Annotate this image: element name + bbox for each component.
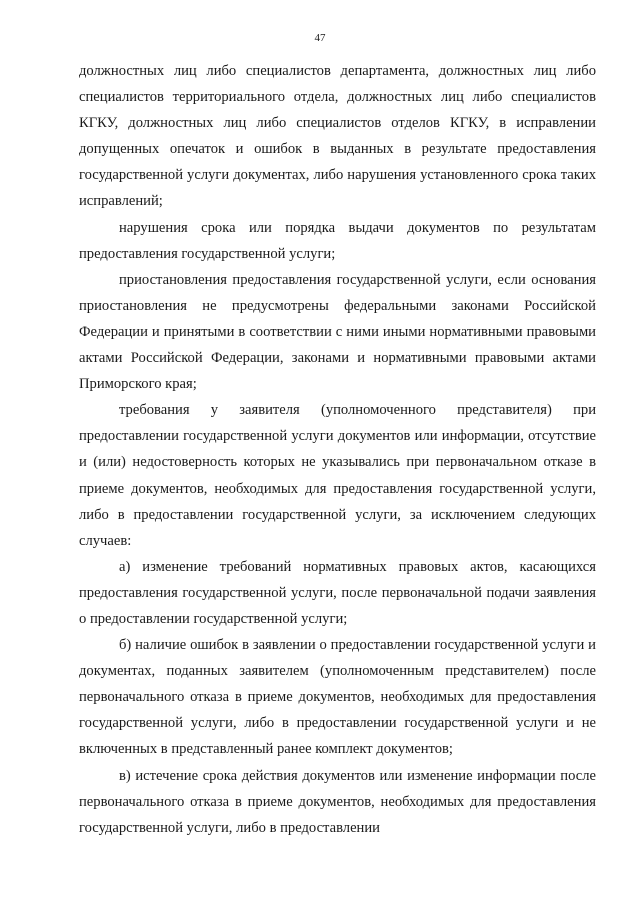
paragraph-suspension: приостановления предоставления государственной услуги, если основания приостановления не предусмотрены федеральными законами Российской Федерации и принятыми в соответствии с ними иными нормативными правовыми актами Российской Федерации, законами и нормативными правовыми актами Приморского края; bbox=[79, 271, 596, 393]
paragraph-item-b: б) наличие ошибок в заявлении о предоставлении государственной услуги и документах, поданных заявителем (уполномоченным представителем) после первоначального отказа в приеме документов, необходимых для предоставления государственной услуги, либо в предоставлении государственной услуги и не включенных в представленный ранее комплект документов; bbox=[79, 637, 596, 758]
page-number: 47 bbox=[314, 32, 326, 44]
paragraph-document-requirement: требования у заявителя (уполномоченного представителя) при предоставлении государственной услуги документов или информации, отсутствие и (или) недостоверность которых не указывались при первоначальном отказе в приеме документов, необходимых для предоставления государственной услуги, либо в предоставлении государственной услуги, за исключением следующих случаев: bbox=[79, 402, 596, 549]
paragraph-item-v: в) истечение срока действия документов или изменение информации после первоначального отказа в приеме документов, необходимых для предоставления государственной услуги, либо в предоставлении bbox=[79, 767, 596, 836]
paragraph-continued: должностных лиц либо специалистов департамента, должностных лиц либо специалистов территориального отдела, должностных лиц либо специалистов КГКУ, должностных лиц либо специалистов отделов КГКУ, в исправлении допущенных опечаток и ошибок в выданных в результате предоставления государственной услуги документах, либо нарушения установленного срока таких исправлений; bbox=[79, 63, 596, 210]
body-text bbox=[79, 58, 596, 841]
paragraph-item-a: а) изменение требований нормативных правовых актов, касающихся предоставления государственной услуги, после первоначальной подачи заявления о предоставлении государственной услуги; bbox=[79, 558, 596, 627]
paragraph-term-violation: нарушения срока или порядка выдачи документов по результатам предоставления государственной услуги; bbox=[79, 219, 596, 262]
